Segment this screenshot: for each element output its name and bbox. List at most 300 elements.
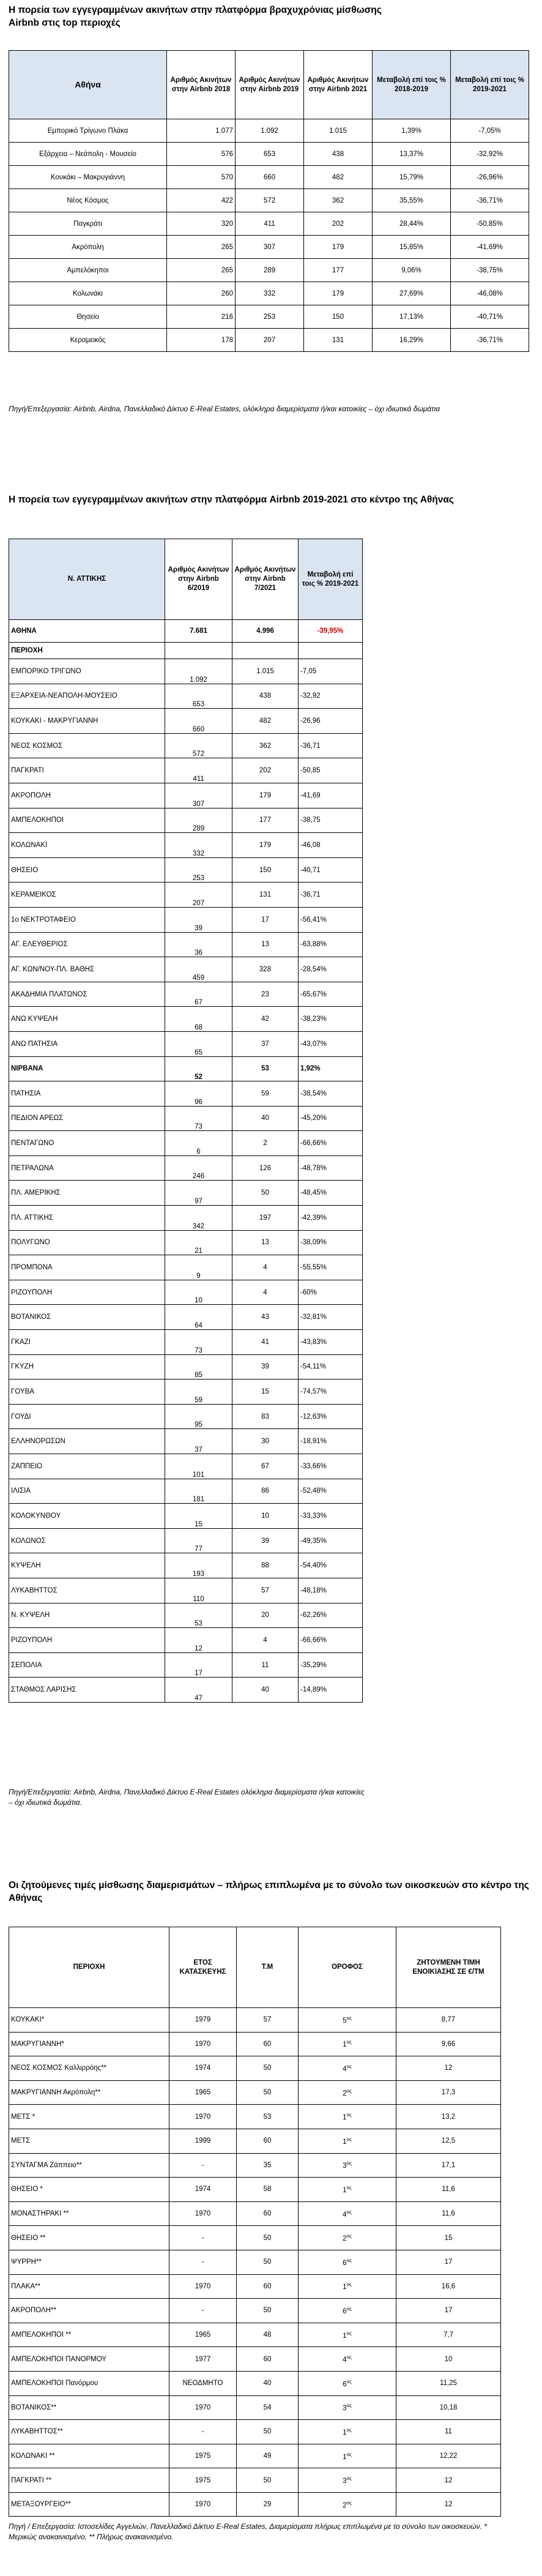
t2-cell-2021: 179 xyxy=(232,833,299,858)
t3-table-row xyxy=(9,2299,501,2323)
t1-cell-2021: 1.015 xyxy=(304,119,373,143)
t2-cell-2021: 39 xyxy=(232,1528,299,1553)
t1-title xyxy=(9,4,533,29)
t2-table-row xyxy=(9,1106,363,1131)
t1-table-row xyxy=(9,282,529,305)
t2-cell-2021: 50 xyxy=(232,1181,299,1206)
t2-table-row xyxy=(9,1528,363,1553)
t2-cell-change: -38,09% xyxy=(299,1230,363,1255)
t3-floor-number: 4 xyxy=(343,2065,347,2073)
t2-cell-2021: 83 xyxy=(232,1404,299,1429)
t2-cell-region: 1ο ΝΕΚΤΡΟΤΑΦΕΙΟ xyxy=(9,907,165,932)
t1-cell-2018: 216 xyxy=(167,305,236,329)
t3-cell-sqm: 53 xyxy=(237,2105,299,2129)
t2-table-row xyxy=(9,1330,363,1355)
t3-cell-area: ΛΥΚΑΒΗΤΤΟΣ** xyxy=(9,2420,169,2444)
t2-cell-2021: 482 xyxy=(232,709,299,734)
t2-cell-2021: 39 xyxy=(232,1354,299,1379)
t2-table-row xyxy=(9,1628,363,1653)
t2-cell-region: ΚΥΨΕΛΗ xyxy=(9,1553,165,1578)
t3-floor-suffix: ος xyxy=(346,2330,352,2336)
t3-table-row xyxy=(9,2178,501,2202)
t2-cell-change: -14,89% xyxy=(299,1678,363,1703)
t3-cell-area: ΑΚΡΟΠΟΛΗ** xyxy=(9,2299,169,2323)
t2-cell-change: -38,75 xyxy=(299,808,363,833)
t2-header-change: Μεταβολή επί τοις % 2019-2021 xyxy=(299,539,363,620)
t2-cell-2019: 660 xyxy=(165,709,232,734)
t3-floor-suffix: ος xyxy=(346,2282,352,2288)
t2-cell-region: ΠΕΤΡΑΛΩΝΑ xyxy=(9,1155,165,1181)
t2-cell-2021: 40 xyxy=(232,1106,299,1131)
t2-table-row xyxy=(9,808,363,833)
t2-cell-2021: 177 xyxy=(232,808,299,833)
t2-table-row xyxy=(9,684,363,709)
t2-cell-change: -26,96 xyxy=(299,709,363,734)
t3-floor-suffix: ος xyxy=(346,2112,352,2118)
t3-table-row xyxy=(9,2444,501,2468)
t3-cell-sqm: 60 xyxy=(237,2032,299,2056)
t3-table-row xyxy=(9,2080,501,2105)
t1-cell-change-19-21: -36,71% xyxy=(451,329,529,352)
t3-cell-price: 8,77 xyxy=(396,2008,501,2033)
t1-cell-change-18-19: 15,79% xyxy=(373,166,451,189)
t2-table-row xyxy=(9,1379,363,1405)
t3-cell-year: - xyxy=(169,2420,237,2444)
t3-floor-number: 1 xyxy=(343,2114,347,2122)
t2-cell-2021: 328 xyxy=(232,957,299,982)
t2-cell-2019: 101 xyxy=(165,1454,232,1479)
t3-cell-price: 16,6 xyxy=(396,2274,501,2299)
t2-cell-change: -48,78% xyxy=(299,1155,363,1181)
t2-cell-2019: 77 xyxy=(165,1528,232,1553)
t1-cell-2018: 576 xyxy=(167,143,236,166)
t2-cell-region: ΠΕΔΙΟΝ ΑΡΕΩΣ xyxy=(9,1106,165,1131)
t3-cell-floor xyxy=(299,2080,396,2105)
t3-cell-year: 1970 xyxy=(169,2274,237,2299)
t3-cell-price: 17 xyxy=(396,2250,501,2274)
t3-title: Οι ζητούμενες τιμές μίσθωσης διαμερισμάτων – πλήρως επιπλωμένα με το σύνολο των οικοσκευών στο κέντρο της Αθήνας xyxy=(9,1880,529,1903)
t2-cell-change: -56,41% xyxy=(299,907,363,932)
t2-table-row xyxy=(9,1354,363,1379)
t3-floor-suffix: ος xyxy=(346,2185,352,2191)
t3-floor-suffix: ος xyxy=(346,2427,352,2433)
t3-cell-area: ΜΕΤΣ xyxy=(9,2129,169,2153)
t2-cell-change: -7,05 xyxy=(299,659,363,684)
t2-cell-change: -66,66% xyxy=(299,1628,363,1653)
t1-table-row xyxy=(9,143,529,166)
t2-cell-2019: 73 xyxy=(165,1330,232,1355)
t1-cell-change-18-19: 16,29% xyxy=(373,329,451,352)
t3-cell-floor xyxy=(299,2056,396,2081)
t2-cell-change: -46,08 xyxy=(299,833,363,858)
t2-cell-change: -49,35% xyxy=(299,1528,363,1553)
t2-table-row xyxy=(9,1578,363,1603)
t2-cell-change: -35,29% xyxy=(299,1652,363,1678)
t2-cell-2021: 4 xyxy=(232,1628,299,1653)
t3-floor-suffix: ος xyxy=(346,2499,352,2506)
t2-cell-2021: 37 xyxy=(232,1031,299,1056)
t2-cell-2019: 73 xyxy=(165,1106,232,1131)
t3-cell-area: ΠΛΑΚΑ** xyxy=(9,2274,169,2299)
t3-floor-suffix: ος xyxy=(346,2209,352,2215)
t2-cell-region: ΠΑΤΗΣΙΑ xyxy=(9,1081,165,1107)
t1-cell-area: Κουκάκι – Μακρυγιάννη xyxy=(9,166,167,189)
t2-cell-2021: 88 xyxy=(232,1553,299,1578)
t3-cell-sqm: 50 xyxy=(237,2056,299,2081)
t2-cell-2019: 653 xyxy=(165,684,232,709)
t3-floor-number: 1 xyxy=(343,2453,347,2461)
t2-table-row xyxy=(9,1429,363,1454)
t2-cell-region: ΓΟΥΒΑ xyxy=(9,1379,165,1405)
t3-cell-floor xyxy=(299,2201,396,2226)
t3-cell-area: ΚΟΛΩΝΑΚΙ ** xyxy=(9,2444,169,2468)
t1-table-row xyxy=(9,329,529,352)
t2-cell-2021: 23 xyxy=(232,982,299,1007)
t2-cell-2021: 11 xyxy=(232,1652,299,1678)
t1-cell-change-19-21: -26,96% xyxy=(451,166,529,189)
t2-athens-row xyxy=(9,620,363,643)
t2-table-row xyxy=(9,783,363,808)
t3-table-row xyxy=(9,2420,501,2444)
t2-cell-region: ΠΟΛΥΓΩΝΟ xyxy=(9,1230,165,1255)
t2-cell-region: ΓΚΥΖΗ xyxy=(9,1354,165,1379)
t1-cell-2021: 362 xyxy=(304,189,373,212)
t2-cell-2019: 53 xyxy=(165,1603,232,1628)
t2-cell-region: ΡΙΖΟΥΠΟΛΗ xyxy=(9,1280,165,1305)
t1-source-note: Πηγή/Επεξεργασία: Airbnb, Airdna, Πανελλαδικό Δίκτυο E-Real Estates, ολόκληρα διαμερίσματα ή/και κατοικίες – όχι ιδιωτικά δωμάτια xyxy=(9,405,440,413)
t3-table-row xyxy=(9,2129,501,2153)
t2-cell-2019: 10 xyxy=(165,1280,232,1305)
t2-cell-change: -65,67% xyxy=(299,982,363,1007)
t2-cell-region: ΑΝΩ ΠΑΤΗΣΙΑ xyxy=(9,1031,165,1056)
t3-cell-year: 1970 xyxy=(169,2201,237,2226)
t1-cell-2018: 422 xyxy=(167,189,236,212)
t3-cell-sqm: 50 xyxy=(237,2226,299,2250)
t3-floor-suffix: ος xyxy=(346,2257,352,2263)
t1-cell-2019: 253 xyxy=(236,305,304,329)
t2-cell-2021: 13 xyxy=(232,1230,299,1255)
t2-cell-region: ΑΜΠΕΛΟΚΗΠΟΙ xyxy=(9,808,165,833)
t2-athens-change: -39,95% xyxy=(299,620,363,643)
t2-table-row xyxy=(9,1206,363,1231)
t3-cell-area: ΒΟΤΑΝΙΚΟΣ** xyxy=(9,2395,169,2420)
t1-cell-2018: 320 xyxy=(167,212,236,236)
t2-table-row xyxy=(9,1007,363,1032)
t3-cell-year: 1965 xyxy=(169,2323,237,2347)
t1-cell-2019: 307 xyxy=(236,236,304,259)
t3-cell-floor xyxy=(299,2468,396,2493)
t2-cell-2019: 64 xyxy=(165,1305,232,1330)
t2-cell-2019: 67 xyxy=(165,982,232,1007)
t2-cell-2019: 96 xyxy=(165,1081,232,1107)
t1-header-change-19-21: Μεταβολή επί τοις % 2019-2021 xyxy=(451,51,529,119)
t2-cell-change: -63,88% xyxy=(299,932,363,957)
t1-cell-change-19-21: -41,69% xyxy=(451,236,529,259)
t3-floor-suffix: ος xyxy=(346,2088,352,2094)
t2-cell-change: -45,20% xyxy=(299,1106,363,1131)
t1-cell-2021: 150 xyxy=(304,305,373,329)
t3-table-row xyxy=(9,2056,501,2081)
t2-cell-2021: 86 xyxy=(232,1479,299,1504)
t3-floor-suffix: ος xyxy=(346,2015,352,2021)
t2-cell-region: ΑΝΩ ΚΥΨΕΛΗ xyxy=(9,1007,165,1032)
t2-cell-change: -43,07% xyxy=(299,1031,363,1056)
t2-table-row xyxy=(9,857,363,883)
t2-table-row xyxy=(9,659,363,684)
t2-cell-2019: 37 xyxy=(165,1429,232,1454)
t2-cell-2019: 36 xyxy=(165,932,232,957)
t2-table-row xyxy=(9,1056,363,1081)
t3-cell-sqm: 54 xyxy=(237,2395,299,2420)
t3-cell-sqm: 40 xyxy=(237,2371,299,2395)
t1-title-line2: Airbnb στις top περιοχές xyxy=(9,18,121,28)
t3-header-area: ΠΕΡΙΟΧΗ xyxy=(9,1927,169,2008)
t1-cell-2018: 1.077 xyxy=(167,119,236,143)
t2-cell-2019: 39 xyxy=(165,907,232,932)
t2-cell-region: ΕΞΑΡΧΕΙΑ-ΝΕΑΠΟΛΗ-ΜΟΥΣΕΙΟ xyxy=(9,684,165,709)
t3-cell-year: 1970 xyxy=(169,2105,237,2129)
t1-cell-2021: 179 xyxy=(304,236,373,259)
t3-cell-floor xyxy=(299,2129,396,2153)
t3-cell-sqm: 60 xyxy=(237,2274,299,2299)
t2-cell-2021: 438 xyxy=(232,684,299,709)
t1-header-2018: Αριθμός Ακινήτων στην Airbnb 2018 xyxy=(167,51,236,119)
t3-header-price: ΖΗΤΟΥΜΕΝΗ ΤΙΜΗ ΕΝΟΙΚΙΑΣΗΣ ΣΕ €/ΤΜ xyxy=(396,1927,501,2008)
t2-table-row xyxy=(9,1131,363,1156)
t2-cell-region: ΑΚΡΟΠΟΛΗ xyxy=(9,783,165,808)
t1-cell-2018: 265 xyxy=(167,236,236,259)
t3-cell-price: 13,2 xyxy=(396,2105,501,2129)
t3-cell-floor xyxy=(299,2323,396,2347)
t1-cell-change-19-21: -7,05% xyxy=(451,119,529,143)
t3-cell-sqm: 50 xyxy=(237,2080,299,2105)
t1-cell-area: Παγκράτι xyxy=(9,212,167,236)
t3-floor-number: 6 xyxy=(343,2380,347,2388)
table-airbnb-athens-center xyxy=(9,539,363,1703)
t3-cell-sqm: 49 xyxy=(237,2444,299,2468)
t2-cell-change: -54,11% xyxy=(299,1354,363,1379)
t2-cell-change: -38,23% xyxy=(299,1007,363,1032)
t3-cell-floor xyxy=(299,2008,396,2033)
t3-cell-floor xyxy=(299,2274,396,2299)
t2-cell-change: -50,85 xyxy=(299,758,363,783)
t3-cell-year: 1965 xyxy=(169,2080,237,2105)
t2-table-row xyxy=(9,1678,363,1703)
t3-table-row xyxy=(9,2371,501,2395)
t2-cell-region: ΓΟΥΔΙ xyxy=(9,1404,165,1429)
t2-cell-2021: 53 xyxy=(232,1056,299,1081)
t3-cell-year: 1975 xyxy=(169,2468,237,2493)
t2-cell-2021: 59 xyxy=(232,1081,299,1107)
t2-table-row xyxy=(9,1305,363,1330)
t1-table-row xyxy=(9,259,529,282)
t3-cell-floor xyxy=(299,2153,396,2178)
t3-cell-area: ΚΟΥΚΑΚΙ* xyxy=(9,2008,169,2033)
t2-cell-region: ΣΕΠΟΛΙΑ xyxy=(9,1652,165,1678)
t2-table-row xyxy=(9,1031,363,1056)
t3-cell-area: ΜΑΚΡΥΓΙΑΝΝΗ Ακρόπολη** xyxy=(9,2080,169,2105)
t2-table-row xyxy=(9,1479,363,1504)
t2-table-row xyxy=(9,957,363,982)
t2-table-row xyxy=(9,833,363,858)
t3-cell-price: 11,25 xyxy=(396,2371,501,2395)
t3-floor-number: 1 xyxy=(343,2041,347,2049)
t3-floor-number: 3 xyxy=(343,2405,347,2413)
t3-cell-price: 10,18 xyxy=(396,2395,501,2420)
t3-cell-area: ΘΗΣΕΙΟ * xyxy=(9,2178,169,2202)
t3-cell-floor xyxy=(299,2226,396,2250)
t3-cell-year: - xyxy=(169,2226,237,2250)
t3-table-row xyxy=(9,2468,501,2493)
t3-floor-suffix: ος xyxy=(346,2378,352,2384)
t2-title: Η πορεία των εγγεγραμμένων ακινήτων στην πλατφόρμα Airbnb 2019-2021 στο κέντρο της Αθήνας xyxy=(9,495,454,505)
t3-cell-area: ΠΑΓΚΡΑΤΙ ** xyxy=(9,2468,169,2493)
t1-cell-change-18-19: 1,39% xyxy=(373,119,451,143)
t2-cell-2019: 459 xyxy=(165,957,232,982)
t2-cell-region: ΘΗΣΕΙΟ xyxy=(9,857,165,883)
t1-cell-area: Κολωνάκι xyxy=(9,282,167,305)
t2-cell-2019: 15 xyxy=(165,1504,232,1529)
t2-cell-2019: 47 xyxy=(165,1678,232,1703)
t2-table-row xyxy=(9,1081,363,1107)
t2-cell-region: ΠΕΝΤΑΓΩΝΟ xyxy=(9,1131,165,1156)
t2-cell-region: ΑΓ. ΕΛΕΥΘΕΡΙΟΣ xyxy=(9,932,165,957)
t2-cell-2019: 253 xyxy=(165,857,232,883)
t3-cell-floor xyxy=(299,2032,396,2056)
t2-athens-2021: 4.996 xyxy=(232,620,299,643)
t1-header-2021: Αριθμός Ακινήτων στην Airbnb 2021 xyxy=(304,51,373,119)
t3-cell-year: 1970 xyxy=(169,2395,237,2420)
t3-floor-number: 1 xyxy=(343,2186,347,2194)
t3-cell-area: ΘΗΣΕΙΟ ** xyxy=(9,2226,169,2250)
t1-cell-area: Εξάρχεια – Νεάπολη - Μουσείο xyxy=(9,143,167,166)
t3-cell-year: 1979 xyxy=(169,2008,237,2033)
t1-cell-2019: 653 xyxy=(236,143,304,166)
t2-athens-2019: 7.681 xyxy=(165,620,232,643)
t2-cell-2021: 179 xyxy=(232,783,299,808)
t3-cell-year: - xyxy=(169,2153,237,2178)
t3-table-row xyxy=(9,2395,501,2420)
t3-cell-area: ΣΥΝΤΑΓΜΑ Ζάππειο** xyxy=(9,2153,169,2178)
t2-cell-2021: 13 xyxy=(232,932,299,957)
t2-cell-region: ΣΤΑΘΜΟΣ ΛΑΡΙΣΗΣ xyxy=(9,1678,165,1703)
t2-cell-region: ΝΙΡΒΑΝΑ xyxy=(9,1056,165,1081)
t2-cell-2021: 67 xyxy=(232,1454,299,1479)
t3-cell-sqm: 50 xyxy=(237,2468,299,2493)
t2-cell-2021: 150 xyxy=(232,857,299,883)
t2-cell-region: ΙΛΙΣΙΑ xyxy=(9,1479,165,1504)
t2-table-row xyxy=(9,883,363,908)
t3-cell-sqm: 48 xyxy=(237,2323,299,2347)
t2-cell-change: 1,92% xyxy=(299,1056,363,1081)
t1-cell-2021: 438 xyxy=(304,143,373,166)
t3-floor-suffix: ος xyxy=(346,2039,352,2045)
t3-cell-year: 1974 xyxy=(169,2056,237,2081)
t3-table-row xyxy=(9,2226,501,2250)
t2-table-row xyxy=(9,709,363,734)
table-rental-prices xyxy=(9,1927,501,2517)
t2-table-row xyxy=(9,1603,363,1628)
t1-cell-2021: 202 xyxy=(304,212,373,236)
t1-cell-area: Θησείο xyxy=(9,305,167,329)
t3-cell-price: 11,6 xyxy=(396,2201,501,2226)
t1-cell-change-18-19: 35,55% xyxy=(373,189,451,212)
t2-table-row xyxy=(9,1181,363,1206)
t2-table-row xyxy=(9,1255,363,1280)
t3-floor-number: 2 xyxy=(343,2089,347,2097)
t3-header-year: ΕΤΟΣ ΚΑΤΑΣΚΕΥΗΣ xyxy=(169,1927,237,2008)
t3-source-note: Πηγή / Επεξεργασία: Ιστοσελίδες Αγγελιών, Πανελλαδικό Δίκτυο E-Real Estates, Διαμερίσματα πλήρως επιπλωμένα με το σύνολο των οικοσκευών. * Μερικώς ανακαινισμένο, ** Πλήρως ανακαινισμένο. xyxy=(9,2522,487,2541)
t3-table-row xyxy=(9,2250,501,2274)
t3-floor-number: 4 xyxy=(343,2211,347,2219)
t3-header-sqm: Τ.Μ xyxy=(237,1927,299,2008)
t2-table-row xyxy=(9,1652,363,1678)
t2-cell-region: ΚΟΛΩΝΑΚΙ xyxy=(9,833,165,858)
t2-area-label-row xyxy=(9,643,363,659)
t3-floor-number: 1 xyxy=(343,2138,347,2146)
t1-cell-2018: 178 xyxy=(167,329,236,352)
t3-cell-area: ΜΕΤΑΞΟΥΡΓΕΙΟ** xyxy=(9,2492,169,2517)
t2-cell-region: ΠΛ. ΑΤΤΙΚΗΣ xyxy=(9,1206,165,1231)
t1-table-row xyxy=(9,212,529,236)
t1-cell-2021: 482 xyxy=(304,166,373,189)
t1-cell-2019: 572 xyxy=(236,189,304,212)
t3-cell-floor xyxy=(299,2371,396,2395)
t2-cell-2019: 52 xyxy=(165,1056,232,1081)
t3-cell-floor xyxy=(299,2299,396,2323)
t3-cell-area: ΝΕΟΣ ΚΟΣΜΟΣ Καλλιρρόης** xyxy=(9,2056,169,2081)
t1-table-row xyxy=(9,236,529,259)
t2-cell-change: -12,63% xyxy=(299,1404,363,1429)
t2-cell-2019: 59 xyxy=(165,1379,232,1405)
t3-cell-year: 1970 xyxy=(169,2032,237,2056)
t1-header-area: Αθήνα xyxy=(9,51,167,119)
t2-header-2021: Αριθμός Ακινήτων στην Airbnb 7/2021 xyxy=(232,539,299,620)
t3-table-row xyxy=(9,2153,501,2178)
t2-cell-region: ΚΟΥΚΑΚΙ - ΜΑΚΡΥΓΙΑΝΝΗ xyxy=(9,709,165,734)
t2-table-row xyxy=(9,758,363,783)
t1-cell-change-19-21: -36,71% xyxy=(451,189,529,212)
t2-cell-2019: 332 xyxy=(165,833,232,858)
t2-table-row xyxy=(9,1553,363,1578)
t2-cell-change: -74,57% xyxy=(299,1379,363,1405)
t3-cell-price: 11 xyxy=(396,2420,501,2444)
t2-cell-change: -54,40% xyxy=(299,1553,363,1578)
t1-cell-change-18-19: 27,69% xyxy=(373,282,451,305)
t2-cell-2021: 57 xyxy=(232,1578,299,1603)
t2-cell-2021: 202 xyxy=(232,758,299,783)
t3-floor-number: 2 xyxy=(343,2235,347,2243)
t3-header-floor: ΟΡΟΦΟΣ xyxy=(299,1927,396,2008)
t3-cell-sqm: 58 xyxy=(237,2178,299,2202)
t3-cell-sqm: 60 xyxy=(237,2347,299,2372)
t3-cell-area: ΜΕΤΣ * xyxy=(9,2105,169,2129)
t3-cell-price: 17,1 xyxy=(396,2153,501,2178)
t2-cell-change: -42,39% xyxy=(299,1206,363,1231)
t1-cell-change-19-21: -38,75% xyxy=(451,259,529,282)
t2-cell-change: -32,92 xyxy=(299,684,363,709)
t2-cell-2019: 193 xyxy=(165,1553,232,1578)
t2-cell-2019: 207 xyxy=(165,883,232,908)
t1-cell-change-18-19: 28,44% xyxy=(373,212,451,236)
t2-table-row xyxy=(9,1280,363,1305)
t2-cell-change: -33,66% xyxy=(299,1454,363,1479)
t2-cell-region: ΓΚΑΖΙ xyxy=(9,1330,165,1355)
t2-table-row xyxy=(9,1454,363,1479)
t2-cell-change: -43,83% xyxy=(299,1330,363,1355)
t1-cell-2018: 265 xyxy=(167,259,236,282)
t3-floor-suffix: ος xyxy=(346,2476,352,2482)
